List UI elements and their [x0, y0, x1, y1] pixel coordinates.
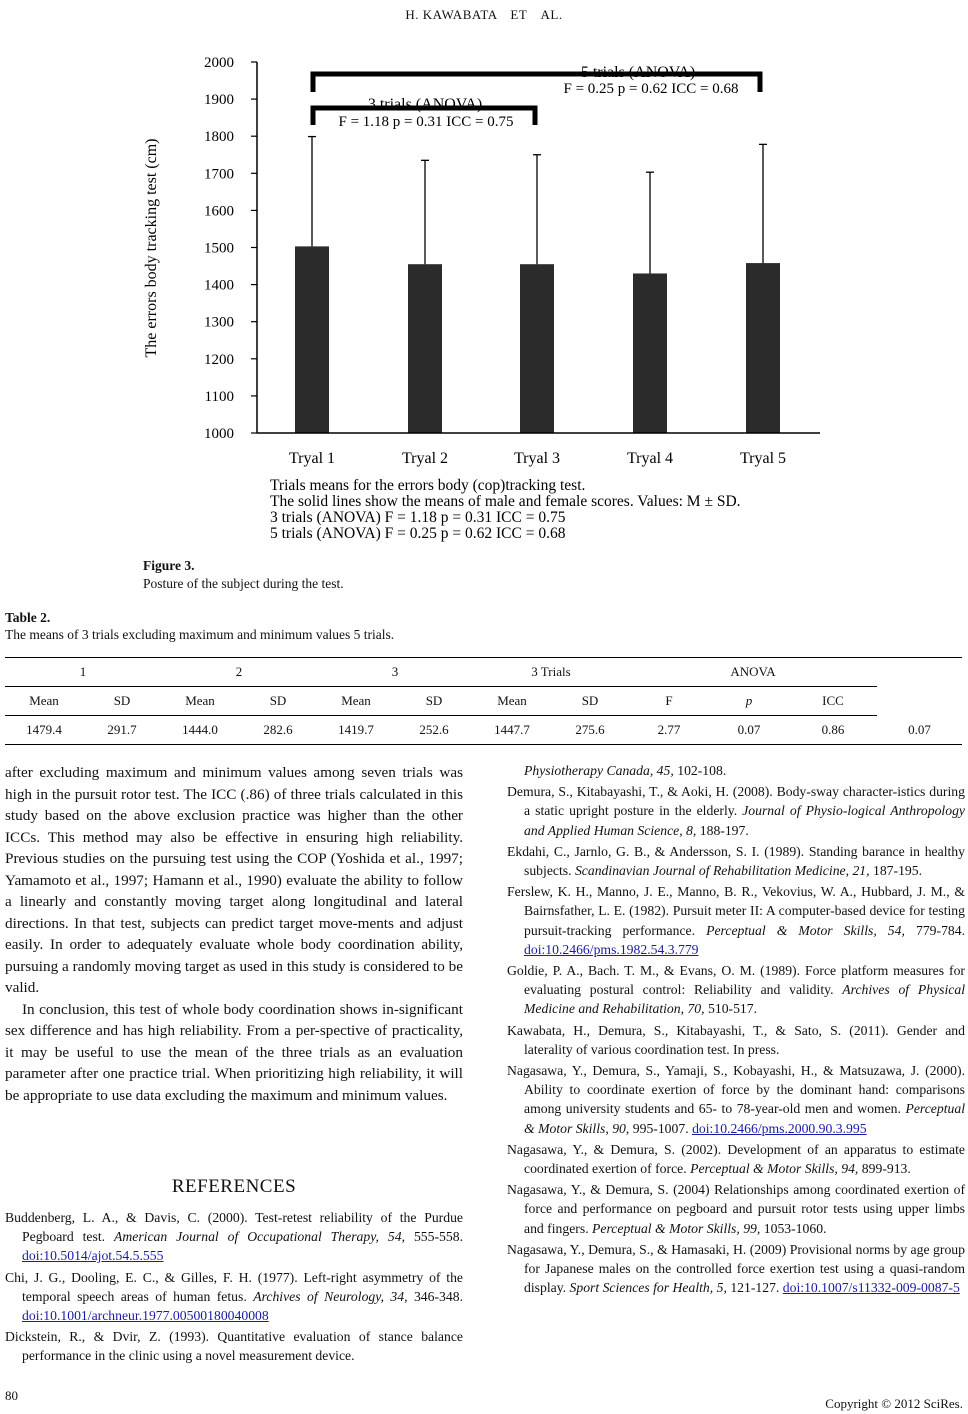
body-paragraph-2: In conclusion, this test of whole body coordination shows in-significant sex difference and has high reliability. From a per-spective of practicality, it may be useful to use the mean of the three trials as an evaluation parameter after one practice trial. When prioritizing high reliability, it will be appropriate to use data excluding the maximum and minimum values.	[5, 1000, 463, 1104]
doi-link[interactable]: doi:10.1007/s11332-009-0087-5	[782, 1280, 960, 1296]
bar-4	[633, 273, 667, 433]
x-tick-label: Tryal 4	[626, 450, 674, 467]
empty-header-cell	[877, 658, 962, 687]
references-heading: REFERENCES	[171, 1176, 297, 1197]
reference-entry: Nagasawa, Y., & Demura, S. (2002). Development of an apparatus to estimate coordinated exertion of force. Perceptual & Motor Skills, 94, 899-913.	[507, 1141, 965, 1177]
running-head: H. KAWABATA ET AL.	[405, 7, 563, 22]
doi-link[interactable]: doi:10.5014/ajot.54.5.555	[22, 1248, 164, 1264]
sub-header-cell: SD	[83, 687, 161, 716]
reference-entry: Nagasawa, Y., Demura, S., Yamaji, S., Kobayashi, H., & Matsuzawa, J. (2000). Ability to coordinate exertion of force by the dominant hand: comparisons among university students and 65- to 78-year-old men and women. Perceptual & Motor Skills, 90, 995-1007. doi:10.2466/pms.2000.90.3.995	[507, 1063, 965, 1136]
reference-entry: Kawabata, H., Demura, S., Kitabayashi, T., & Sato, S. (2011). Gender and laterality of various coordination test. In press.	[507, 1022, 965, 1057]
y-axis-label: The errors body tracking test (cm)	[143, 138, 160, 358]
reference-entry: Goldie, P. A., Bach. T. M., & Evans, O. M. (1989). Force platform measures for evaluating postural control: Reliability and validity. Archives of Physical Medicine and Rehabilitation, 70, 510-517.	[507, 963, 966, 1017]
doi-link[interactable]: doi:10.2466/pms.2000.90.3.995	[692, 1120, 867, 1136]
table-cell: 1419.7	[317, 716, 395, 745]
sub-header-cell: Mean	[161, 687, 239, 716]
reference-entry: Ekdahi, C., Jarnlo, G. B., & Andersson, S. I. (1989). Standing barance in healthy subjects. Scandinavian Journal of Rehabilitation Medicine, 21, 187-195.	[507, 843, 965, 879]
reference-entry: Buddenberg, L. A., & Davis, C. (2000). Test-retest reliability of the Purdue Pegboard test. American Journal of Occupational Therapy, 54, 555-558. doi:10.5014/ajot.54.5.555	[5, 1210, 463, 1264]
doi-link[interactable]: doi:10.1001/archneur.1977.00500180040008	[22, 1308, 269, 1324]
chart-note-1: Trials means for the errors body (cop)tracking test.	[270, 477, 586, 494]
y-tick-label: 1000	[204, 426, 234, 442]
sub-header-cell: ICC	[789, 687, 877, 716]
table-cell: 0.86	[789, 716, 877, 745]
table-cell: 282.6	[239, 716, 317, 745]
reference-entry: Physiotherapy Canada, 45, 102-108.	[524, 763, 727, 778]
doi-link[interactable]: doi:10.2466/pms.1982.54.3.779	[524, 941, 699, 957]
figure-3-chart	[0, 0, 968, 560]
chart-note-2: The solid lines show the means of male and female scores. Values: M ± SD.	[270, 493, 741, 510]
table-cell: 1447.7	[473, 716, 551, 745]
figure-label: Figure 3.	[143, 558, 195, 573]
y-tick-label: 1900	[204, 92, 234, 109]
figure-caption: Posture of the subject during the test.	[143, 576, 344, 591]
sub-header-cell: SD	[551, 687, 629, 716]
table-cell: 252.6	[395, 716, 473, 745]
journal-title: Perceptual & Motor Skills, 90,	[524, 1101, 965, 1136]
table-label: Table 2.	[5, 610, 51, 625]
y-tick-label: 1500	[204, 240, 234, 257]
table-cell: 291.7	[83, 716, 161, 745]
journal-title: Perceptual & Motor Skills, 94,	[690, 1161, 859, 1177]
bar-1	[295, 246, 329, 433]
table-cell: 0.07	[877, 716, 962, 745]
data-table	[5, 657, 962, 745]
sub-header-cell: Mean	[5, 687, 83, 716]
bar-5	[746, 263, 780, 433]
journal-title: Perceptual & Motor Skills, 99,	[592, 1220, 761, 1236]
table-cell: 0.07	[709, 716, 789, 745]
journal-title: Sport Sciences for Health, 5,	[569, 1280, 727, 1296]
body-paragraph-1: after excluding maximum and minimum values among seven trials was high in the pursuit rotor test. The ICC (.86) of three trials calculated in this study based on the above exclusion practice was higher than the other ICCs. This method may also be effective in ensuring high reliability. Previous studies on the pursuing test using the COP (Yoshida et al., 1997; Yamamoto et al., 1997; Hamann et al., 1990) evaluate the ability to follow a linearly and constantly moving target along longitudinal and lateral directions. In that test, subjects can predict target move-ments and adjust easily. In order to adequately evaluate whole body coordination ability, pursuing a randomly moving target as used in this study is considered to be valid.	[5, 764, 463, 996]
y-tick-label: 1600	[204, 203, 234, 220]
sub-header-cell: SD	[395, 687, 473, 716]
group-header: ANOVA	[629, 658, 877, 687]
table-cell: 1444.0	[161, 716, 239, 745]
table-cell: 2.77	[629, 716, 709, 745]
bracket-3-title: 3 trials (ANOVA)	[367, 96, 483, 113]
page-number: 80	[5, 1388, 18, 1403]
chart-note-3: 3 trials (ANOVA) F = 1.18 p = 0.31 ICC = 0.75	[270, 509, 566, 526]
bar-2	[408, 264, 442, 433]
empty-header-cell	[877, 687, 962, 716]
journal-title: Archives of Physical Medicine and Rehabilitation, 70,	[524, 982, 966, 1017]
x-tick-label: Tryal 1	[288, 450, 336, 467]
reference-entry: Ferslew, K. H., Manno, J. E., Manno, B. R., Vekovius, W. A., Hubbard, J. M., & Bairnsfather, L. E. (1982). Pursuit meter II: A computer-based device for testing pursuit-tracking performance. Perceptual & Motor Skills, 54, 779-784. doi:10.2466/pms.1982.54.3.779	[507, 884, 966, 957]
sub-header-cell: F	[629, 687, 709, 716]
references-right	[507, 761, 965, 1299]
y-tick-label: 1400	[204, 277, 234, 294]
x-tick-label: Tryal 3	[513, 450, 561, 467]
bracket-3-stats: F = 1.18 p = 0.31 ICC = 0.75	[338, 114, 514, 130]
sub-header-cell: p	[709, 687, 789, 716]
references-left	[5, 1208, 463, 1368]
sub-header-cell: Mean	[317, 687, 395, 716]
journal-title: American Journal of Occupational Therapy, 54,	[114, 1229, 406, 1245]
y-tick-label: 1300	[204, 314, 234, 331]
chart-note-4: 5 trials (ANOVA) F = 0.25 p = 0.62 ICC = 0.68	[270, 525, 566, 542]
y-tick-label: 1700	[204, 166, 234, 183]
journal-title: Physiotherapy Canada, 45,	[524, 763, 674, 778]
group-header: 3	[317, 658, 473, 687]
reference-entry: Demura, S., Kitabayashi, T., & Aoki, H. (2008). Body-sway character-istics during a static upright posture in the elderly. Journal of Physio-logical Anthropology and Applied Human Science, 8, 188-197.	[507, 784, 965, 838]
bracket-5-stats: F = 0.25 p = 0.62 ICC = 0.68	[563, 81, 739, 97]
x-tick-label: Tryal 2	[401, 450, 449, 467]
y-tick-label: 1100	[204, 388, 234, 405]
reference-entry: Dickstein, R., & Dvir, Z. (1993). Quantitative evaluation of stance balance performance in the clinic using a novel measurement device.	[5, 1329, 463, 1364]
journal-title: Perceptual & Motor Skills, 54,	[706, 922, 905, 938]
journal-title: Scandinavian Journal of Rehabilitation Medicine, 21,	[574, 863, 870, 879]
journal-title: Archives of Neurology, 34,	[253, 1288, 408, 1304]
body-text	[5, 762, 463, 1106]
group-header: 3 Trials	[473, 658, 629, 687]
reference-entry: Chi, J. G., Dooling, E. C., & Gilles, F. H. (1977). Left-right asymmetry of the temporal speech areas of human fetus. Archives of Neurology, 34, 346-348. doi:10.1001/archneur.1977.00500180040008	[5, 1269, 464, 1324]
y-tick-label: 1200	[204, 351, 234, 368]
x-tick-label: Tryal 5	[739, 450, 787, 467]
table-cell: 1479.4	[5, 716, 83, 745]
journal-title: Journal of Physio-logical Anthropology and Applied Human Science, 8,	[524, 803, 965, 838]
table-cell: 275.6	[551, 716, 629, 745]
reference-entry: Nagasawa, Y., Demura, S., & Hamasaki, H. (2009) Provisional norms by age group for Japanese males on the controlled force exertion test using a quasi-random display. Sport Sciences for Health, 5, 121-127. doi:10.1007/s11332-009-0087-5	[507, 1241, 965, 1296]
bracket-5-title: 5 trials (ANOVA)	[580, 64, 696, 81]
group-header: 2	[161, 658, 317, 687]
y-tick-label: 2000	[204, 55, 234, 71]
y-tick-label: 1800	[204, 129, 234, 146]
bar-3	[520, 264, 554, 433]
sub-header-cell: Mean	[473, 687, 551, 716]
reference-entry: Nagasawa, Y., & Demura, S. (2004) Relationships among coordinated exertion of force and performance on pegboard and pursuit rotor tests using upper limbs and fingers. Perceptual & Motor Skills, 99, 1053-1060.	[507, 1182, 965, 1236]
sub-header-cell: SD	[239, 687, 317, 716]
group-header: 1	[5, 658, 161, 687]
table-caption: The means of 3 trials excluding maximum and minimum values 5 trials.	[5, 627, 395, 642]
copyright-notice: Copyright © 2012 SciRes.	[825, 1396, 963, 1411]
